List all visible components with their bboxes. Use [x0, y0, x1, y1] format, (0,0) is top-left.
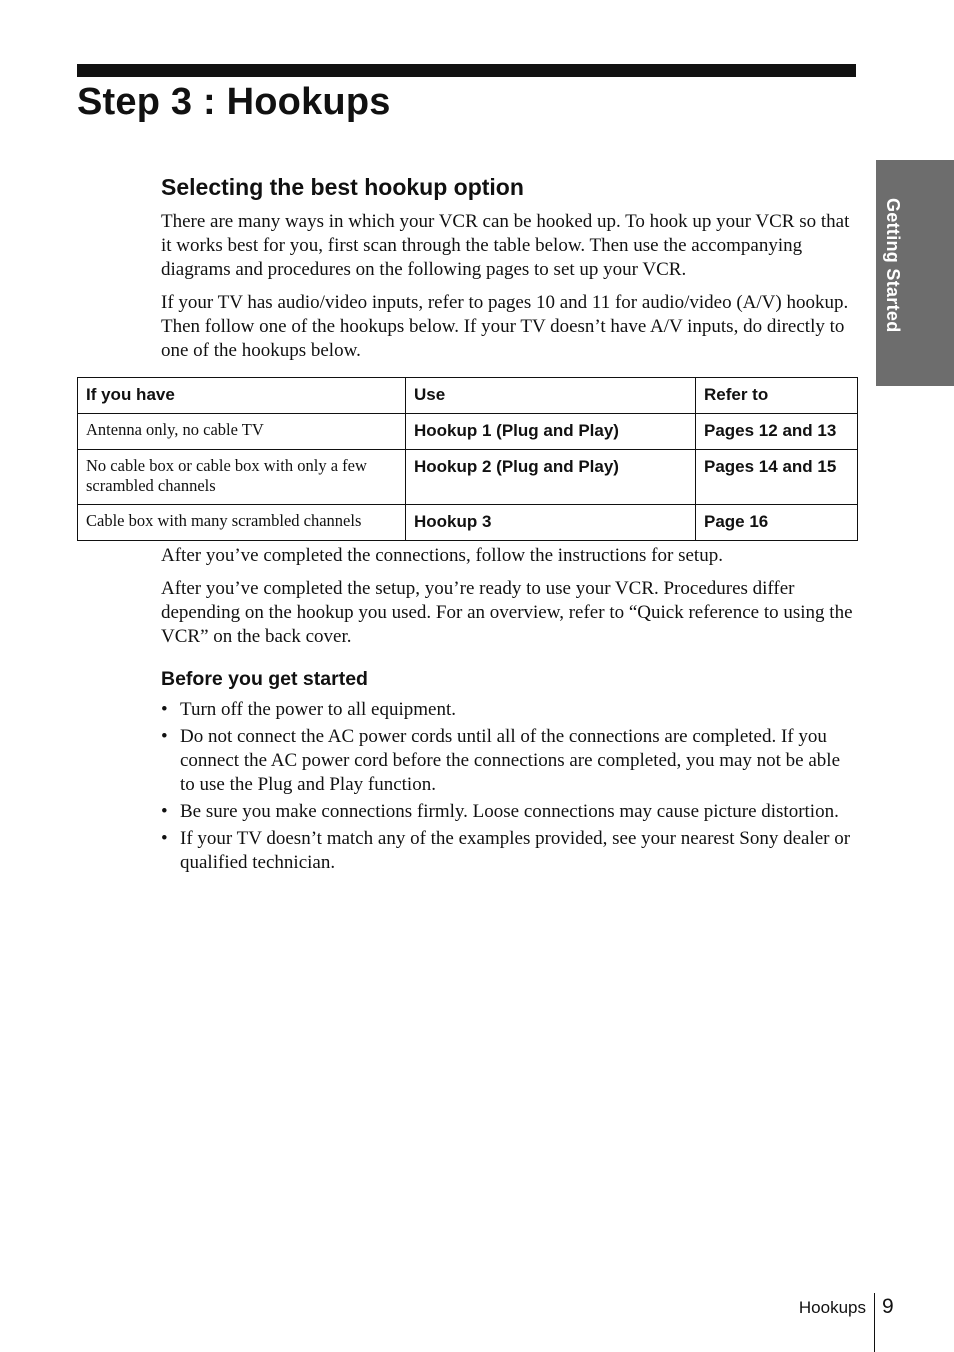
- table-cell-use: Hookup 3: [406, 505, 696, 541]
- table-cell-use: Hookup 1 (Plug and Play): [406, 414, 696, 450]
- list-item-text: Be sure you make connections firmly. Loose connections may cause picture distortion.: [180, 801, 839, 822]
- table-row: [78, 505, 858, 541]
- av-paragraph: If your TV has audio/video inputs, refer to pages 10 and 11 for audio/video (A/V) hookup. Then follow one of the hookups below. If your TV doesn’t have A/V inputs, do directly to one of the hookups below.: [161, 292, 849, 361]
- list-item-text: Turn off the power to all equipment.: [180, 699, 456, 720]
- table-cell-use: Hookup 2 (Plug and Play): [406, 450, 696, 505]
- setup-paragraph: After you’ve completed the connections, follow the instructions for setup.: [161, 545, 723, 566]
- intro-paragraph: There are many ways in which your VCR can be hooked up. To hook up your VCR so that it works best for you, first scan through the table below. Then use the accompanying diagrams and procedures on the following pages to set up your VCR.: [161, 211, 850, 280]
- list-item: [161, 725, 856, 797]
- title-rule: [77, 64, 856, 77]
- column-header-use: Use: [406, 378, 696, 414]
- table-row: [78, 450, 858, 505]
- column-header-if-you-have: If you have: [78, 378, 406, 414]
- hookup-table: [77, 377, 858, 541]
- bullet-icon: •: [161, 801, 168, 822]
- table-cell-refer-to: Pages 12 and 13: [696, 414, 858, 450]
- list-item: [161, 827, 856, 875]
- list-item-text: If your TV doesn’t match any of the examples provided, see your nearest Sony dealer or qualified technician.: [180, 828, 851, 873]
- precaution-list: [161, 698, 856, 875]
- table-cell-if-you-have: Cable box with many scrambled channels: [78, 505, 406, 541]
- column-header-refer-to: Refer to: [696, 378, 858, 414]
- list-item: [161, 800, 856, 824]
- table-header-row: [78, 378, 858, 414]
- intro-section: [161, 172, 856, 372]
- table-cell-refer-to: Page 16: [696, 505, 858, 541]
- list-item: [161, 698, 856, 722]
- table-cell-if-you-have: No cable box or cable box with only a few scrambled channels: [78, 450, 406, 505]
- footer-divider: [874, 1293, 875, 1352]
- ready-paragraph: After you’ve completed the setup, you’re ready to use your VCR. Procedures differ depending on the hookup you used. For an overview, refer to “Quick reference to using the VCR” on the back cover.: [161, 578, 853, 647]
- bullet-icon: •: [161, 828, 168, 849]
- before-you-start-heading: Before you get started: [161, 668, 368, 690]
- page-title: Step 3 : Hookups: [77, 81, 391, 123]
- after-table-section: [161, 544, 856, 878]
- bullet-icon: •: [161, 726, 168, 747]
- side-tab-label: Getting Started: [883, 198, 903, 333]
- bullet-icon: •: [161, 699, 168, 720]
- page-number: 9: [882, 1295, 894, 1318]
- section-heading: Selecting the best hookup option: [161, 174, 524, 200]
- table-cell-refer-to: Pages 14 and 15: [696, 450, 858, 505]
- table-cell-if-you-have: Antenna only, no cable TV: [78, 414, 406, 450]
- list-item-text: Do not connect the AC power cords until all of the connections are completed. If you connect the AC power cord before the connections are completed, you may not be able to use the Plug and Play function.: [180, 726, 841, 795]
- footer-section-label: Hookups: [798, 1298, 866, 1317]
- table-row: [78, 414, 858, 450]
